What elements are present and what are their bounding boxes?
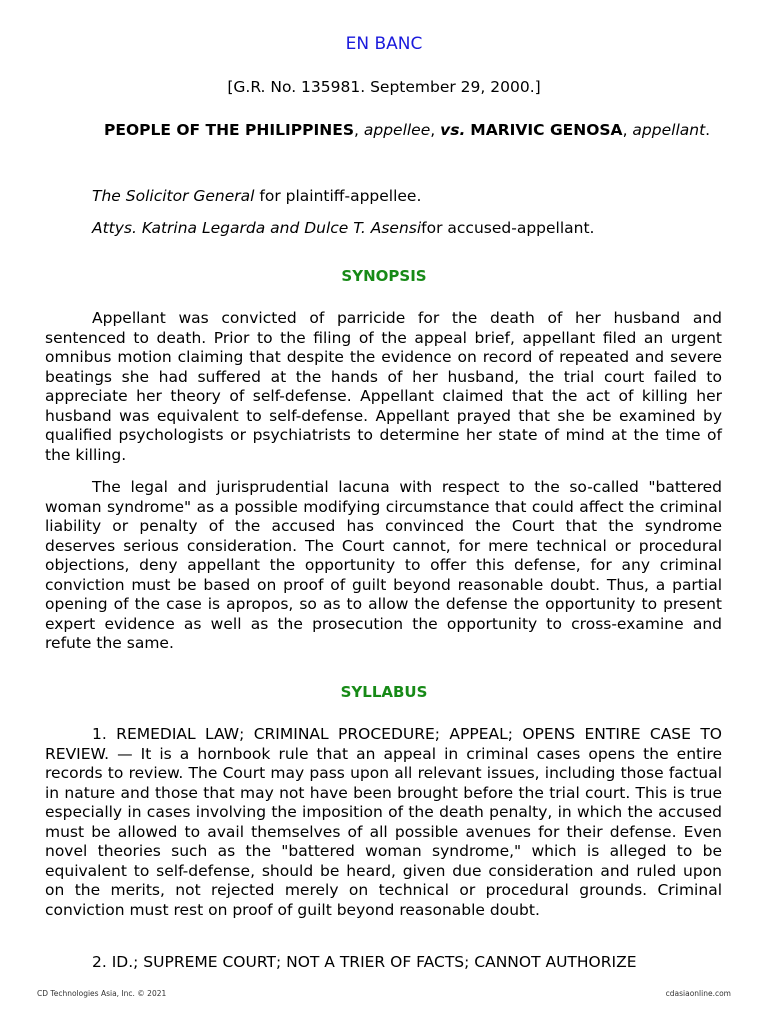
defense-counsel: Attys. Katrina Legarda and Dulce T. Asensi — [92, 219, 422, 237]
plaintiff-counsel-for: for plaintiff-appellee. — [254, 187, 422, 205]
division-label: EN BANC — [345, 34, 423, 54]
synopsis-paragraph: The legal and jurisprudential lacuna with respect to the so-called "battered woman syndrome" as a possible modifying circumstance that could affect the criminal liability or penalty of the accused has convinced the Court that the syndrome deserves serious consideration. The Court cannot, for mere technical or procedural objections, deny appellant the opportunity to offer this defense, for any criminal conviction must be based on proof of guilt beyond reasonable doubt. Thus, a partial opening of the case is apropos, so as to allow the defense the opportunity to present expert evidence as well as the prosecution the opportunity to cross-examine and refute the same. — [45, 478, 722, 652]
separator: , — [430, 121, 441, 139]
defendant-role: appellant — [632, 121, 706, 139]
case-number: [G.R. No. 135981. September 29, 2000.] — [227, 78, 541, 96]
footer-website: cdasiaonline.com — [665, 989, 731, 998]
synopsis-paragraph: Appellant was convicted of parricide for the death of her husband and sentenced to death. Prior to the filing of the appeal brief, appellant filed an urgent omnibus motion claiming that despite the evidence on record of repeated and severe beatings she had suffered at the hands of her husband, the trial court failed to appreciate her theory of self-defense. Appellant claimed that the act of killing her husband was equivalent to self-defense. Appellant prayed that she be examined by qualified psychologists or psychiatrists to determine her state of mind at the time of the killing. — [45, 309, 722, 464]
plaintiff-counsel: The Solicitor General — [92, 187, 255, 205]
defense-counsel-for: for accused-appellant. — [421, 219, 595, 237]
versus: vs. — [440, 121, 466, 139]
syllabus-paragraph: 2. ID.; SUPREME COURT; NOT A TRIER OF FACTS; CANNOT AUTHORIZE — [92, 953, 637, 971]
defendant-name: MARIVIC GENOSA — [470, 121, 623, 139]
footer-copyright: CD Technologies Asia, Inc. © 2021 — [37, 989, 167, 998]
separator: , — [354, 121, 364, 139]
plaintiff-counsel-line — [92, 187, 421, 205]
case-title — [104, 120, 724, 140]
separator: , — [622, 121, 633, 139]
syllabus-heading: SYLLABUS — [340, 683, 428, 701]
defense-counsel-line — [92, 219, 594, 237]
syllabus-paragraph: 1. REMEDIAL LAW; CRIMINAL PROCEDURE; APPEAL; OPENS ENTIRE CASE TO REVIEW. — It is a hornbook rule that an appeal in criminal cases opens the entire records to review. The Court may pass upon all relevant issues, including those factual in nature and those that may not have been brought before the trial court. This is true especially in cases involving the imposition of the death penalty, in which the accused must be allowed to avail themselves of all possible avenues for their defense. Even novel theories such as the "battered woman syndrome," which is alleged to be equivalent to self-defense, should be heard, given due consideration and ruled upon on the merits, not rejected merely on technical or procedural grounds. Criminal conviction must rest on proof of guilt beyond reasonable doubt. — [45, 725, 722, 919]
plaintiff-name: PEOPLE OF THE PHILIPPINES — [104, 121, 354, 139]
synopsis-heading: SYNOPSIS — [341, 267, 427, 285]
separator: . — [705, 121, 711, 139]
plaintiff-role: appellee — [363, 121, 431, 139]
